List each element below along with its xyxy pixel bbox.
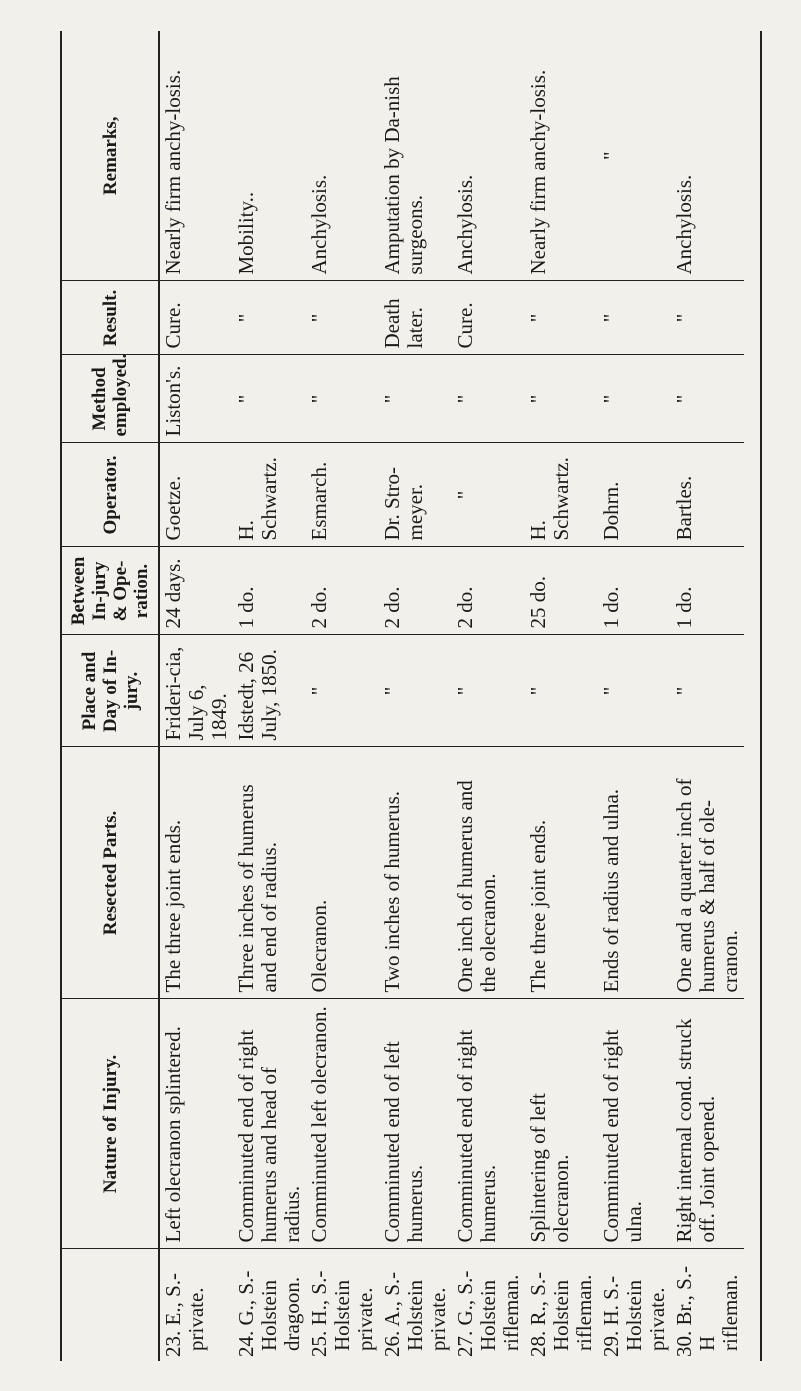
result-cell: Cure. [452,281,525,355]
between-cell: 1 do. [233,547,306,635]
between-cell: 25 do. [525,547,598,635]
remarks-cell: Mobility.. [233,31,306,281]
method-cell: " [598,355,671,443]
table-row [159,31,233,1361]
place-cell: " [306,635,379,747]
remarks-cell: Nearly firm anchy-losis. [159,31,233,281]
parts-cell: Olecranon. [306,747,379,999]
place-cell: " [598,635,671,747]
injury-cell: Right internal cond. struck off. Joint opened. [671,999,744,1249]
header-operator: Operator. [62,443,159,547]
result-cell: " [306,281,379,355]
case-cell: 27. G., S.-Holstein rifleman. [453,1270,523,1357]
between-cell: 1 do. [671,547,744,635]
method-cell: " [379,355,452,443]
header-parts: Resected Parts. [62,747,159,999]
method-cell: " [306,355,379,443]
parts-cell: Three inches of humerus and end of radius. [233,747,306,999]
method-cell: Liston's. [159,355,233,443]
table-row [671,31,744,1361]
operator-cell: H. Schwartz. [525,443,598,547]
resection-table [62,31,744,1361]
operator-cell: Bartles. [671,443,744,547]
between-cell: 24 days. [159,547,233,635]
place-cell: Idstedt, 26 July, 1850. [233,635,306,747]
case-cell: 24. G., S.-Holstein dragoon. [234,1270,304,1357]
header-between: Between In-jury & Ope-ration. [62,547,159,635]
operator-cell: " [452,443,525,547]
parts-cell: The three joint ends. [159,747,233,999]
operator-cell: Dohrn. [598,443,671,547]
table-row [525,31,598,1361]
table-row [598,31,671,1361]
operator-cell: H. Schwartz. [233,443,306,547]
header-case [62,1249,159,1361]
injury-cell: Comminuted end of right humerus. [452,999,525,1249]
operator-cell: Esmarch. [306,443,379,547]
result-cell: " [671,281,744,355]
injury-cell: Comminuted end of right ulna. [598,999,671,1249]
between-cell: 1 do. [598,547,671,635]
method-cell: " [233,355,306,443]
header-result: Result. [62,281,159,355]
case-cell: 26. A., S.-Holstein private. [380,1271,450,1357]
case-cell: 25. H., S.-Holstein private. [307,1270,377,1357]
method-cell: " [671,355,744,443]
place-cell: " [379,635,452,747]
remarks-cell: Anchylosis. [452,31,525,281]
parts-cell: One inch of humerus and the olecranon. [452,747,525,999]
injury-cell: Splintering of left olecranon. [525,999,598,1249]
bottom-rule [760,31,762,1361]
header-injury: Nature of Injury. [62,999,159,1249]
header-row [62,31,159,1361]
method-cell: " [525,355,598,443]
result-cell: " [598,281,671,355]
result-cell: Cure. [159,281,233,355]
case-cell: 29. H. S.-Holstein private. [599,1275,669,1357]
case-cell: 28. R., S.-Holstein rifleman. [526,1271,596,1357]
place-cell: " [525,635,598,747]
case-cell: 30. Br., S.-H rifleman. [672,1265,742,1357]
remarks-cell: Amputation by Da-nish surgeons. [379,31,452,281]
parts-cell: The three joint ends. [525,747,598,999]
injury-cell: Comminuted end of left humerus. [379,999,452,1249]
table-row [233,31,306,1361]
operator-cell: Dr. Stro-meyer. [379,443,452,547]
place-cell: " [452,635,525,747]
injury-cell: Comminuted left olecranon. [306,999,379,1249]
place-cell: " [671,635,744,747]
place-cell: Frideri-cia, July 6, 1849. [159,635,233,747]
injury-cell: Left olecranon splintered. [159,999,233,1249]
injury-cell: Comminuted end of right humerus and head of radius. [233,999,306,1249]
table-row [452,31,525,1361]
remarks-cell: Anchylosis. [671,31,744,281]
remarks-cell: Nearly firm anchy-losis. [525,31,598,281]
header-remarks: Remarks, [62,31,159,281]
parts-cell: Two inches of humerus. [379,747,452,999]
method-cell: " [452,355,525,443]
remarks-cell: Anchylosis. [306,31,379,281]
result-cell: " [525,281,598,355]
case-cell: 23. E., S.-private. [161,1273,208,1357]
between-cell: 2 do. [306,547,379,635]
result-cell: " [233,281,306,355]
remarks-cell: " [598,31,671,281]
table-row [379,31,452,1361]
between-cell: 2 do. [379,547,452,635]
result-cell: Death later. [379,281,452,355]
table-row [306,31,379,1361]
operator-cell: Goetze. [159,443,233,547]
header-method: Method employed. [62,355,159,443]
parts-cell: One and a quarter inch of humerus & half of ole-cranon. [671,747,744,999]
between-cell: 2 do. [452,547,525,635]
header-place: Place and Day of In-jury. [62,635,159,747]
parts-cell: Ends of radius and ulna. [598,747,671,999]
